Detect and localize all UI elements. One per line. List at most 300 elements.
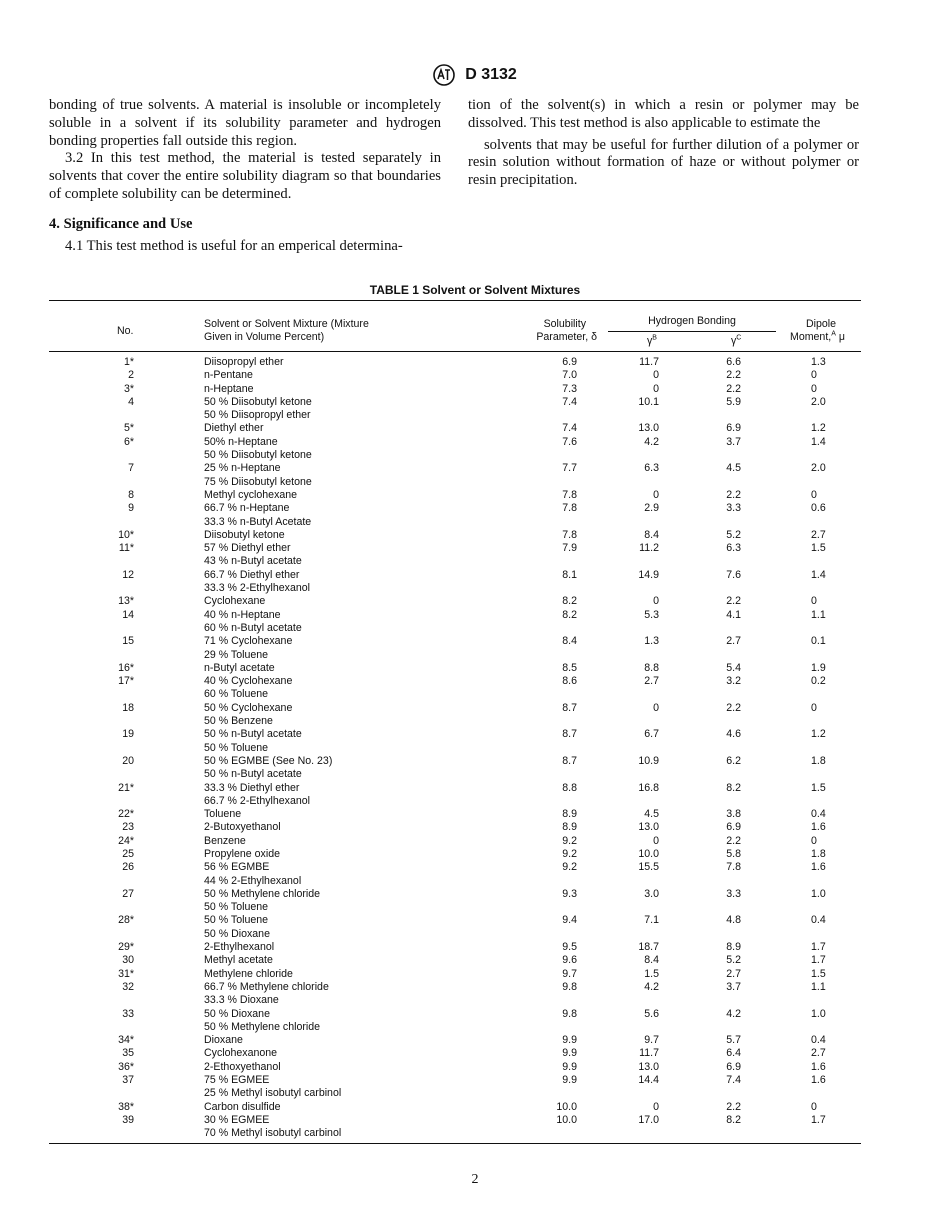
cell-solubility: 8.7 bbox=[562, 728, 577, 741]
cell-gamma-c: 5.4 bbox=[726, 661, 741, 674]
cell-no: 2 bbox=[128, 369, 134, 382]
cell-no: 16* bbox=[118, 661, 134, 674]
cell-solubility: 8.2 bbox=[562, 595, 577, 608]
cell-no: 6* bbox=[123, 435, 134, 448]
table-row bbox=[49, 968, 861, 981]
cell-solvent: Diisobutyl ketone bbox=[204, 528, 285, 541]
paragraph: 4.1 This test method is useful for an emperical determina- bbox=[65, 237, 403, 254]
cell-no: 10* bbox=[118, 528, 134, 541]
table-title: TABLE 1 Solvent or Solvent Mixtures bbox=[369, 283, 581, 297]
left-text-column bbox=[49, 97, 441, 255]
table-row bbox=[49, 1074, 861, 1087]
cell-gamma-c: 6.3 bbox=[726, 542, 741, 555]
cell-solvent: 66.7 % 2-Ethylhexanol bbox=[204, 794, 311, 807]
cell-solubility: 7.6 bbox=[562, 435, 577, 448]
cell-gamma-c: 8.2 bbox=[726, 781, 741, 794]
cell-no: 31* bbox=[118, 967, 134, 980]
cell-solubility: 9.8 bbox=[562, 980, 577, 993]
cell-solubility: 7.8 bbox=[562, 488, 577, 501]
cell-solvent: 50% n-Heptane bbox=[204, 435, 278, 448]
cell-no: 19 bbox=[122, 728, 134, 741]
table-row bbox=[49, 715, 861, 728]
table-row bbox=[49, 1061, 861, 1074]
table-row bbox=[49, 449, 861, 462]
cell-solubility: 8.5 bbox=[562, 661, 577, 674]
cell-solvent: 66.7 % Methylene chloride bbox=[204, 980, 329, 993]
paragraph: solvents that may be useful for further dilution of a polymer or resin solution without formation of haze or without polymer or resin precipitation. bbox=[468, 136, 859, 189]
cell-gamma-c: 5.2 bbox=[726, 528, 741, 541]
table-row bbox=[49, 369, 861, 382]
cell-gamma-b: 10.9 bbox=[638, 754, 659, 767]
cell-dipole: 1.3 bbox=[811, 356, 826, 368]
cell-no: 33 bbox=[122, 1007, 134, 1020]
cell-solubility: 7.8 bbox=[562, 502, 577, 515]
cell-solubility: 7.4 bbox=[562, 422, 577, 435]
table-row bbox=[49, 742, 861, 755]
cell-gamma-c: 4.5 bbox=[726, 462, 741, 475]
cell-solubility: 6.9 bbox=[562, 356, 577, 368]
cell-dipole: 0 bbox=[811, 595, 817, 608]
cell-gamma-b: 10.1 bbox=[638, 395, 659, 408]
cell-solvent: 50 % Diisopropyl ether bbox=[204, 409, 311, 422]
cell-gamma-c: 2.7 bbox=[726, 967, 741, 980]
cell-dipole: 1.5 bbox=[811, 781, 826, 794]
cell-solvent: 57 % Diethyl ether bbox=[204, 542, 291, 555]
cell-no: 4 bbox=[128, 395, 134, 408]
cell-solvent: Cyclohexane bbox=[204, 595, 266, 608]
table-row bbox=[49, 1021, 861, 1034]
table-row bbox=[49, 582, 861, 595]
cell-gamma-b: 0 bbox=[653, 1100, 659, 1113]
table-row bbox=[49, 542, 861, 555]
cell-solvent: Methyl cyclohexane bbox=[204, 488, 298, 501]
cell-solubility: 9.7 bbox=[562, 967, 577, 980]
cell-gamma-b: 9.7 bbox=[644, 1034, 659, 1047]
table-row bbox=[49, 476, 861, 489]
cell-dipole: 2.7 bbox=[811, 528, 826, 541]
header-solvent-line1: Solvent or Solvent Mixture (Mixture bbox=[204, 318, 369, 330]
cell-dipole: 0.2 bbox=[811, 675, 826, 688]
cell-solubility: 8.9 bbox=[562, 821, 577, 834]
cell-solvent: 2-Ethoxyethanol bbox=[204, 1060, 281, 1073]
cell-gamma-b: 0 bbox=[653, 369, 659, 382]
table-row bbox=[49, 675, 861, 688]
cell-gamma-c: 2.2 bbox=[726, 369, 741, 382]
cell-gamma-c: 5.9 bbox=[726, 395, 741, 408]
table-row bbox=[49, 768, 861, 781]
page-number: 2 bbox=[471, 1172, 479, 1187]
cell-solubility: 7.3 bbox=[562, 382, 577, 395]
table-row bbox=[49, 422, 861, 435]
table-row bbox=[49, 1114, 861, 1127]
table-row bbox=[49, 821, 861, 834]
cell-gamma-b: 18.7 bbox=[638, 941, 659, 954]
cell-solubility: 9.5 bbox=[562, 941, 577, 954]
table-row bbox=[49, 356, 861, 369]
cell-gamma-c: 3.7 bbox=[726, 435, 741, 448]
cell-solubility: 9.4 bbox=[562, 914, 577, 927]
cell-gamma-b: 15.5 bbox=[638, 861, 659, 874]
cell-no: 32 bbox=[122, 980, 134, 993]
cell-dipole: 1.6 bbox=[811, 1060, 826, 1073]
cell-solvent: 40 % Cyclohexane bbox=[204, 675, 293, 688]
cell-dipole: 1.7 bbox=[811, 941, 826, 954]
cell-solubility: 7.0 bbox=[562, 369, 577, 382]
cell-solvent: 50 % Dioxane bbox=[204, 927, 270, 940]
cell-dipole: 1.1 bbox=[811, 980, 826, 993]
table-row bbox=[49, 901, 861, 914]
cell-dipole: 0 bbox=[811, 701, 817, 714]
cell-no: 1* bbox=[123, 356, 134, 368]
cell-solvent: 71 % Cyclohexane bbox=[204, 635, 293, 648]
cell-solvent: 25 % n-Heptane bbox=[204, 462, 281, 475]
right-text-column bbox=[468, 97, 859, 190]
cell-dipole: 1.5 bbox=[811, 967, 826, 980]
cell-dipole: 0.4 bbox=[811, 808, 826, 821]
cell-solubility: 7.8 bbox=[562, 528, 577, 541]
cell-gamma-c: 3.3 bbox=[726, 887, 741, 900]
cell-solvent: 50 % Methylene chloride bbox=[204, 887, 321, 900]
table-row bbox=[49, 529, 861, 542]
table-row bbox=[49, 662, 861, 675]
table-row bbox=[49, 755, 861, 768]
cell-gamma-c: 2.2 bbox=[726, 701, 741, 714]
cell-gamma-c: 6.4 bbox=[726, 1047, 741, 1060]
cell-solvent: 66.7 % n-Heptane bbox=[204, 502, 290, 515]
cell-solvent: Benzene bbox=[204, 834, 246, 847]
cell-no: 12 bbox=[122, 568, 134, 581]
cell-solvent: 50 % Toluene bbox=[204, 901, 269, 914]
cell-no: 25 bbox=[122, 847, 134, 860]
cell-solvent: Carbon disulfide bbox=[204, 1100, 281, 1113]
cell-gamma-b: 6.3 bbox=[644, 462, 659, 475]
cell-solvent: Cyclohexanone bbox=[204, 1047, 278, 1060]
cell-gamma-b: 13.0 bbox=[638, 422, 659, 435]
table-row bbox=[49, 396, 861, 409]
cell-dipole: 2.0 bbox=[811, 395, 826, 408]
cell-solvent: 40 % n-Heptane bbox=[204, 608, 281, 621]
table-row bbox=[49, 1087, 861, 1100]
cell-dipole: 1.4 bbox=[811, 435, 826, 448]
cell-solvent: 33.3 % Diethyl ether bbox=[204, 781, 300, 794]
cell-solvent: 50 % EGMBE (See No. 23) bbox=[204, 754, 333, 767]
cell-dipole: 1.8 bbox=[811, 754, 826, 767]
cell-gamma-b: 13.0 bbox=[638, 821, 659, 834]
table-row bbox=[49, 941, 861, 954]
cell-no: 29* bbox=[118, 941, 134, 954]
header-dipole-line1: Dipole bbox=[806, 318, 837, 330]
cell-gamma-c: 2.2 bbox=[726, 488, 741, 501]
table-row bbox=[49, 622, 861, 635]
cell-solubility: 8.7 bbox=[562, 701, 577, 714]
table-row bbox=[49, 516, 861, 529]
cell-dipole: 1.2 bbox=[811, 728, 826, 741]
cell-gamma-b: 14.9 bbox=[638, 568, 659, 581]
cell-no: 13* bbox=[118, 595, 134, 608]
cell-solubility: 9.2 bbox=[562, 847, 577, 860]
table-row bbox=[49, 1034, 861, 1047]
cell-solvent: 44 % 2-Ethylhexanol bbox=[204, 874, 302, 887]
cell-gamma-c: 4.1 bbox=[726, 608, 741, 621]
cell-gamma-c: 6.2 bbox=[726, 754, 741, 767]
cell-solvent: 66.7 % Diethyl ether bbox=[204, 568, 300, 581]
cell-gamma-c: 3.7 bbox=[726, 980, 741, 993]
cell-solubility: 8.2 bbox=[562, 608, 577, 621]
cell-dipole: 1.7 bbox=[811, 1113, 826, 1126]
cell-no: 20 bbox=[122, 754, 134, 767]
cell-no: 7 bbox=[128, 462, 134, 475]
paragraph: bonding of true solvents. A material is insoluble or incompletely soluble in a solvent if its solubility parameter and hydrogen bonding properties fall outside this region. bbox=[49, 97, 441, 149]
cell-no: 15 bbox=[122, 635, 134, 648]
page-header bbox=[0, 64, 950, 86]
cell-gamma-c: 2.2 bbox=[726, 834, 741, 847]
cell-no: 18 bbox=[122, 701, 134, 714]
cell-solvent: 50 % Benzene bbox=[204, 715, 273, 728]
cell-solvent: n-Pentane bbox=[204, 369, 253, 382]
header-gamma-b: $\gamma^B$ bbox=[647, 334, 657, 347]
header-gamma-c: $\gamma^C$ bbox=[731, 334, 742, 347]
cell-no: 37 bbox=[122, 1074, 134, 1087]
cell-solvent: 29 % Toluene bbox=[204, 648, 269, 661]
table-row bbox=[49, 835, 861, 848]
cell-solubility: 9.3 bbox=[562, 887, 577, 900]
cell-gamma-c: 8.9 bbox=[726, 941, 741, 954]
cell-dipole: 1.1 bbox=[811, 608, 826, 621]
table-row bbox=[49, 795, 861, 808]
cell-dipole: 1.2 bbox=[811, 422, 826, 435]
cell-gamma-c: 7.8 bbox=[726, 861, 741, 874]
cell-no: 21* bbox=[118, 781, 134, 794]
cell-solubility: 10.0 bbox=[556, 1100, 577, 1113]
cell-solvent: 50 % Toluene bbox=[204, 914, 269, 927]
cell-solvent: 30 % EGMEE bbox=[204, 1113, 270, 1126]
cell-gamma-c: 5.2 bbox=[726, 954, 741, 967]
cell-dipole: 0.6 bbox=[811, 502, 826, 515]
cell-gamma-b: 7.1 bbox=[644, 914, 659, 927]
cell-solubility: 7.4 bbox=[562, 395, 577, 408]
cell-gamma-b: 8.4 bbox=[644, 954, 659, 967]
table-row bbox=[49, 688, 861, 701]
header-solubility-line1: Solubility bbox=[543, 318, 586, 330]
cell-gamma-b: 1.5 bbox=[644, 967, 659, 980]
cell-gamma-c: 3.2 bbox=[726, 675, 741, 688]
cell-solubility: 9.6 bbox=[562, 954, 577, 967]
cell-solvent: 50 % Diisobutyl ketone bbox=[204, 449, 312, 462]
cell-solubility: 9.9 bbox=[562, 1074, 577, 1087]
cell-solubility: 9.9 bbox=[562, 1060, 577, 1073]
cell-solvent: Propylene oxide bbox=[204, 847, 280, 860]
cell-gamma-b: 0 bbox=[653, 382, 659, 395]
cell-dipole: 0 bbox=[811, 488, 817, 501]
cell-gamma-c: 4.6 bbox=[726, 728, 741, 741]
cell-dipole: 2.7 bbox=[811, 1047, 826, 1060]
cell-solvent: 2-Butoxyethanol bbox=[204, 821, 281, 834]
cell-solubility: 10.0 bbox=[556, 1113, 577, 1126]
cell-dipole: 1.6 bbox=[811, 861, 826, 874]
table-row bbox=[49, 436, 861, 449]
table-row bbox=[49, 383, 861, 396]
table-row bbox=[49, 502, 861, 515]
cell-solvent: Methyl acetate bbox=[204, 954, 273, 967]
table-row bbox=[49, 1047, 861, 1060]
cell-solvent: 50 % Diisobutyl ketone bbox=[204, 395, 312, 408]
cell-gamma-c: 5.8 bbox=[726, 847, 741, 860]
astm-logo-icon bbox=[433, 64, 455, 86]
cell-no: 8 bbox=[128, 488, 134, 501]
table-row bbox=[49, 994, 861, 1007]
table-row bbox=[49, 649, 861, 662]
table-row bbox=[49, 595, 861, 608]
cell-no: 5* bbox=[123, 422, 134, 435]
cell-solubility: 8.7 bbox=[562, 754, 577, 767]
header-solubility-line2: Parameter, δ bbox=[536, 331, 597, 343]
header-hydrogen-bonding: Hydrogen Bonding bbox=[648, 315, 736, 327]
table-row bbox=[49, 1101, 861, 1114]
section-heading: 4. Significance and Use bbox=[49, 215, 193, 232]
table-row bbox=[49, 609, 861, 622]
cell-dipole: 0 bbox=[811, 834, 817, 847]
cell-no: 27 bbox=[122, 887, 134, 900]
header-dipole-line2: Moment,$^A$ μ bbox=[790, 330, 845, 343]
cell-solubility: 7.7 bbox=[562, 462, 577, 475]
cell-solubility: 9.8 bbox=[562, 1007, 577, 1020]
cell-solvent: 50 % Dioxane bbox=[204, 1007, 270, 1020]
cell-solvent: 25 % Methyl isobutyl carbinol bbox=[204, 1087, 342, 1100]
cell-no: 36* bbox=[118, 1060, 134, 1073]
cell-gamma-b: 6.7 bbox=[644, 728, 659, 741]
cell-dipole: 1.5 bbox=[811, 542, 826, 555]
table-row bbox=[49, 954, 861, 967]
table-row bbox=[49, 928, 861, 941]
paragraph: 3.2 In this test method, the material is tested separately in solvents that cover the entire solubility diagram so that boundaries of complete solubility can be determined. bbox=[49, 150, 441, 202]
cell-dipole: 1.6 bbox=[811, 821, 826, 834]
cell-solvent: 60 % n-Butyl acetate bbox=[204, 621, 302, 634]
header-no: No. bbox=[117, 325, 134, 337]
cell-solubility: 8.9 bbox=[562, 808, 577, 821]
cell-dipole: 0.4 bbox=[811, 914, 826, 927]
cell-gamma-b: 5.3 bbox=[644, 608, 659, 621]
cell-gamma-c: 6.9 bbox=[726, 422, 741, 435]
cell-gamma-b: 16.8 bbox=[638, 781, 659, 794]
table-header bbox=[49, 300, 861, 352]
cell-no: 14 bbox=[122, 608, 134, 621]
cell-dipole: 1.8 bbox=[811, 847, 826, 860]
cell-gamma-c: 4.8 bbox=[726, 914, 741, 927]
cell-no: 28* bbox=[118, 914, 134, 927]
cell-gamma-c: 4.2 bbox=[726, 1007, 741, 1020]
cell-gamma-b: 17.0 bbox=[638, 1113, 659, 1126]
cell-dipole: 1.4 bbox=[811, 568, 826, 581]
header-solvent-line2: Given in Volume Percent) bbox=[204, 331, 325, 343]
cell-solubility: 8.6 bbox=[562, 675, 577, 688]
table-row bbox=[49, 888, 861, 901]
cell-no: 26 bbox=[122, 861, 134, 874]
cell-gamma-c: 2.2 bbox=[726, 595, 741, 608]
cell-dipole: 1.0 bbox=[811, 1007, 826, 1020]
table-row bbox=[49, 635, 861, 648]
cell-no: 9 bbox=[128, 502, 134, 515]
cell-gamma-c: 5.7 bbox=[726, 1034, 741, 1047]
cell-dipole: 1.7 bbox=[811, 954, 826, 967]
cell-gamma-b: 8.8 bbox=[644, 661, 659, 674]
cell-dipole: 1.0 bbox=[811, 887, 826, 900]
cell-gamma-b: 0 bbox=[653, 834, 659, 847]
cell-dipole: 1.6 bbox=[811, 1074, 826, 1087]
table-row bbox=[49, 569, 861, 582]
cell-gamma-b: 0 bbox=[653, 595, 659, 608]
cell-solubility: 8.4 bbox=[562, 635, 577, 648]
cell-solvent: 70 % Methyl isobutyl carbinol bbox=[204, 1127, 342, 1140]
header-divider bbox=[608, 331, 776, 332]
cell-solvent: Diisopropyl ether bbox=[204, 356, 284, 368]
cell-gamma-c: 7.6 bbox=[726, 568, 741, 581]
cell-gamma-b: 5.6 bbox=[644, 1007, 659, 1020]
cell-gamma-c: 6.9 bbox=[726, 1060, 741, 1073]
cell-solvent: 50 % Cyclohexane bbox=[204, 701, 293, 714]
cell-solvent: 33.3 % n-Butyl Acetate bbox=[204, 515, 312, 528]
cell-no: 22* bbox=[118, 808, 134, 821]
cell-gamma-c: 2.2 bbox=[726, 382, 741, 395]
cell-solubility: 9.2 bbox=[562, 861, 577, 874]
cell-solvent: n-Heptane bbox=[204, 382, 254, 395]
cell-solvent: 50 % n-Butyl acetate bbox=[204, 728, 302, 741]
table-row bbox=[49, 489, 861, 502]
cell-solvent: Methylene chloride bbox=[204, 967, 293, 980]
solvent-table bbox=[49, 300, 861, 1144]
cell-gamma-b: 11.2 bbox=[639, 542, 659, 555]
cell-gamma-c: 6.6 bbox=[726, 356, 741, 368]
cell-solvent: 50 % Toluene bbox=[204, 741, 269, 754]
cell-dipole: 1.9 bbox=[811, 661, 826, 674]
cell-solubility: 8.8 bbox=[562, 781, 577, 794]
cell-gamma-b: 4.5 bbox=[644, 808, 659, 821]
cell-gamma-b: 4.2 bbox=[644, 435, 659, 448]
table-body bbox=[49, 352, 861, 1144]
table-row bbox=[49, 1008, 861, 1021]
cell-gamma-c: 2.7 bbox=[726, 635, 741, 648]
paragraph: tion of the solvent(s) in which a resin or polymer may be dissolved. This test method is also applicable to estimate the bbox=[468, 97, 859, 131]
table-row bbox=[49, 702, 861, 715]
cell-no: 35 bbox=[122, 1047, 134, 1060]
cell-solubility: 9.9 bbox=[562, 1047, 577, 1060]
cell-gamma-b: 4.2 bbox=[644, 980, 659, 993]
cell-solvent: Toluene bbox=[204, 808, 242, 821]
table-row bbox=[49, 555, 861, 568]
cell-dipole: 0.4 bbox=[811, 1034, 826, 1047]
cell-solvent: Diethyl ether bbox=[204, 422, 264, 435]
cell-no: 23 bbox=[122, 821, 134, 834]
cell-dipole: 0.1 bbox=[811, 635, 826, 648]
cell-solubility: 7.9 bbox=[562, 542, 577, 555]
table-row bbox=[49, 728, 861, 741]
cell-gamma-c: 3.3 bbox=[726, 502, 741, 515]
cell-gamma-c: 6.9 bbox=[726, 821, 741, 834]
cell-gamma-c: 2.2 bbox=[726, 1100, 741, 1113]
cell-gamma-c: 8.2 bbox=[726, 1113, 741, 1126]
cell-gamma-b: 2.7 bbox=[644, 675, 659, 688]
cell-no: 24* bbox=[118, 834, 134, 847]
cell-solvent: 33.3 % Dioxane bbox=[204, 994, 279, 1007]
cell-gamma-c: 3.8 bbox=[726, 808, 741, 821]
cell-dipole: 0 bbox=[811, 1100, 817, 1113]
cell-gamma-b: 14.4 bbox=[638, 1074, 659, 1087]
cell-solvent: n-Butyl acetate bbox=[204, 661, 275, 674]
document-code: D 3132 bbox=[465, 66, 517, 83]
cell-no: 34* bbox=[118, 1034, 134, 1047]
cell-solvent: 50 % n-Butyl acetate bbox=[204, 768, 302, 781]
cell-solvent: 50 % Methylene chloride bbox=[204, 1020, 321, 1033]
cell-no: 3* bbox=[123, 382, 134, 395]
